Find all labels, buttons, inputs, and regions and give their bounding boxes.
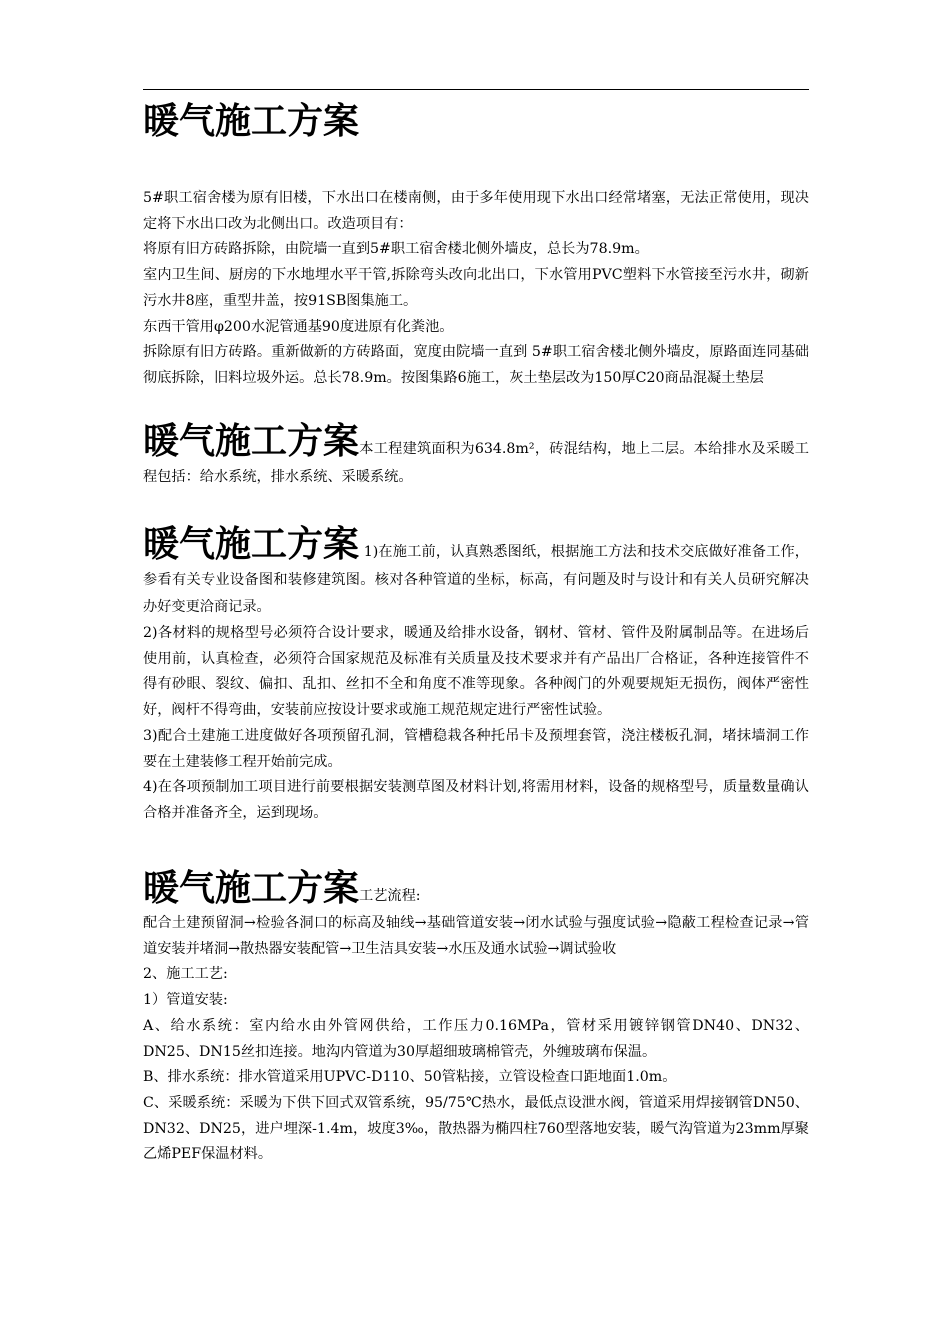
- section-4-heating: C、采暖系统：采暖为下供下回式双管系统，95/75℃热水，最低点设泄水阀，管道采用焊接钢管DN50、DN32、DN25，进户埋深-1.4m，坡度3‰，散热器为椭四柱760型落地安装，暖气沟管道为23mm厚聚乙烯PEF保温材料。: [143, 1094, 809, 1163]
- section-4-drainage: B、排水系统：排水管道采用UPVC-D110、50管粘接，立管设检查口距地面1.0m。: [143, 1069, 677, 1086]
- section-1-paragraph-4: 东西干管用φ200水泥管通基90度进原有化粪池。: [143, 318, 454, 335]
- section-1-paragraph-1: 5#职工宿舍楼为原有旧楼，下水出口在楼南侧，由于多年使用现下水出口经常堵塞，无法正常使用，现决定将下水出口改为北侧出口。改造项目有：: [143, 190, 809, 232]
- section-2: [143, 420, 809, 491]
- section-3-lead: [143, 523, 809, 621]
- section-1-paragraph-3: 室内卫生间、厨房的下水地埋水平干管,拆除弯头改向北出口，下水管用PVC塑料下水管接至污水井，砌新污水井8座，重型井盖，按91SB图集施工。: [143, 267, 809, 309]
- section-2-lead-text: 本工程建筑面积为634.8m²，砖混结构，地上二层。本给排水及采暖工程包括：给水系统，排水系统、采暖系统。: [143, 441, 809, 485]
- section-3-heading: 暖气施工方案: [143, 524, 360, 565]
- section-4-subheading-craft: 2、施工工艺:: [143, 966, 228, 983]
- section-3: [143, 523, 809, 827]
- section-3-paragraph-3: 3)配合土建施工进度做好各项预留孔洞，管槽稳栽各种托吊卡及预埋套管，浇注楼板孔洞，堵抹墙洞工作要在土建装修工程开始前完成。: [143, 727, 809, 770]
- section-1-paragraph-2: 将原有旧方砖路拆除，由院墙一直到5#职工宿舍楼北侧外墙皮，总长为78.9m。: [143, 241, 649, 258]
- document-title: 暖气施工方案: [143, 101, 360, 142]
- section-1-paragraph-5: 拆除原有旧方砖路。重新做新的方砖路面，宽度由院墙一直到 5#职工宿舍楼北侧外墙皮，原路面连同基础彻底拆除，旧料垃圾外运。总长78.9m。按图集路6施工，灰土垫层改为150厚C20商品混凝土垫层: [143, 344, 809, 386]
- section-3-paragraph-2: 2)各材料的规格型号必须符合设计要求，暖通及给排水设备，钢材、管材、管件及附属制品等。在进场后使用前，认真检查，必须符合国家规范及标准有关质量及技术要求并有产品出厂合格证，各种连接管件不得有砂眼、裂纹、偏扣、乱扣、丝扣不全和角度不准等现象。各种阀门的外观要规矩无损伤，阀体严密性好，阀杆不得弯曲，安装前应按设计要求或施工规范规定进行严密性试验。: [143, 625, 809, 719]
- section-4-lead: [143, 867, 809, 911]
- section-2-lead: [143, 420, 809, 491]
- section-4: [143, 867, 809, 1168]
- header-rule: [143, 89, 809, 90]
- section-4-subheading-pipe: 1）管道安装:: [143, 992, 228, 1009]
- section-4-water-supply: A、给水系统：室内给水由外管网供给，工作压力0.16MPa，管材采用镀锌钢管DN40、DN32、DN25、DN15丝扣连接。地沟内管道为30厚超细玻璃棉管壳，外缠玻璃布保温。: [143, 1017, 809, 1060]
- section-4-process-flow: 配合土建预留洞→检验各洞口的标高及轴线→基础管道安装→闭水试验与强度试验→隐蔽工程检查记录→管道安装并堵洞→散热器安装配管→卫生洁具安装→水压及通水试验→调试验收: [143, 915, 809, 957]
- section-2-heading: 暖气施工方案: [143, 421, 360, 462]
- section-3-paragraph-4: 4)在各项预制加工项目进行前要根据安装测草图及材料计划,将需用材料，设备的规格型号，质量数量确认合格并准备齐全，运到现场。: [143, 779, 809, 821]
- section-1: [143, 186, 809, 392]
- section-4-lead-text: 工艺流程:: [359, 888, 421, 904]
- section-4-heading: 暖气施工方案: [143, 868, 360, 909]
- section-3-lead-text: 1)在施工前，认真熟悉图纸，根据施工方法和技术交底做好准备工作，参看有关专业设备图和装修建筑图。核对各种管道的坐标，标高，有问题及时与设计和有关人员研究解决办好变更洽商记录。: [143, 544, 809, 615]
